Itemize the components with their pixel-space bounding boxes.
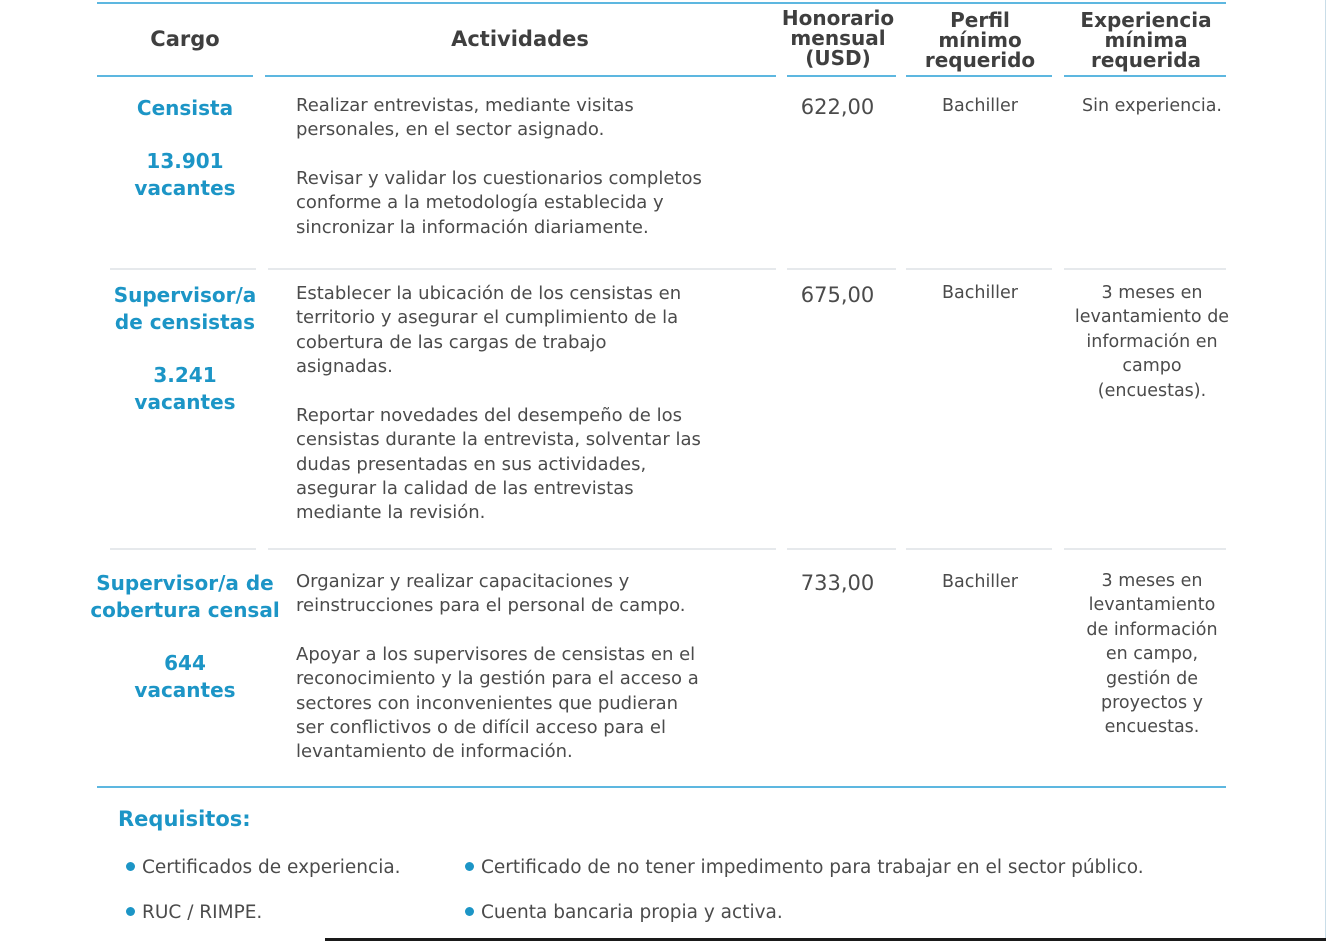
row-3-activity-2 bbox=[296, 643, 766, 764]
header-honorario-line3: (USD) bbox=[805, 46, 871, 70]
bullet-icon bbox=[126, 862, 135, 871]
row-2-perfil: Bachiller bbox=[942, 283, 1018, 303]
row-2-honorario: 675,00 bbox=[800, 283, 875, 307]
requisito-text: Cuenta bancaria propia y activa. bbox=[481, 902, 783, 923]
bullet-icon bbox=[465, 862, 474, 871]
row-1-activity-2 bbox=[296, 167, 766, 240]
header-experiencia-line3: requerida bbox=[1090, 48, 1202, 72]
row-2-cargo-line1: Supervisor/a bbox=[113, 283, 257, 307]
row-3-cargo-line1: Supervisor/a de bbox=[96, 571, 274, 595]
header-perfil-line1: Perfil bbox=[950, 8, 1010, 32]
row-separator bbox=[268, 268, 776, 270]
activity-line: asegurar la calidad de las entrevistas bbox=[296, 477, 634, 499]
row-1-cargo-line1: Censista bbox=[136, 96, 234, 120]
activity-line: levantamiento de información. bbox=[296, 741, 573, 763]
row-3-cargo-line2: cobertura censal bbox=[90, 598, 280, 622]
header-rule bbox=[97, 75, 253, 77]
header-rule bbox=[906, 75, 1052, 77]
activity-line: cobertura de las cargas de trabajo bbox=[296, 331, 607, 353]
activity-line: Organizar y realizar capacitaciones y bbox=[296, 571, 630, 592]
row-3-activity-1 bbox=[296, 570, 766, 619]
activity-line: Realizar entrevistas, mediante visitas bbox=[296, 95, 634, 116]
activity-line: territorio y asegurar el cumplimiento de la bbox=[296, 307, 679, 329]
activity-line: mediante la revisión. bbox=[296, 502, 486, 524]
requisito-item bbox=[126, 902, 262, 923]
row-separator bbox=[110, 548, 256, 550]
row-separator bbox=[1064, 548, 1226, 550]
header-perfil bbox=[910, 10, 1050, 70]
row-2-cargo-line2: de censistas bbox=[114, 310, 256, 334]
header-honorario-line1: Honorario bbox=[781, 6, 895, 30]
experience-line: encuestas. bbox=[1104, 717, 1200, 738]
header-experiencia-line2: mínima bbox=[1104, 28, 1188, 52]
row-2-activity-1 bbox=[296, 282, 766, 379]
row-2-activity-2 bbox=[296, 404, 766, 525]
requisito-text: Certificados de experiencia. bbox=[142, 857, 401, 878]
requisito-item bbox=[465, 902, 783, 923]
header-actividades: Actividades bbox=[451, 27, 589, 51]
row-2-cargo bbox=[95, 282, 275, 336]
header-rule bbox=[1064, 75, 1226, 77]
experience-line: (encuestas). bbox=[1097, 380, 1207, 401]
header-rule bbox=[787, 75, 896, 77]
header-cargo: Cargo bbox=[150, 27, 220, 51]
header-honorario bbox=[768, 8, 908, 68]
header-perfil-line2: mínimo bbox=[938, 28, 1022, 52]
requisito-item bbox=[126, 857, 401, 878]
activity-line: Establecer la ubicación de los censistas en bbox=[296, 283, 682, 304]
header-perfil-line3: requerido bbox=[924, 48, 1036, 72]
row-separator bbox=[110, 268, 256, 270]
bullet-icon bbox=[465, 907, 474, 916]
header-experiencia bbox=[1060, 10, 1232, 70]
activity-line: sectores con inconvenientes que pudieran bbox=[296, 692, 679, 714]
requisito-text: RUC / RIMPE. bbox=[142, 902, 263, 923]
row-1-experiencia bbox=[1066, 94, 1238, 118]
experience-line: campo bbox=[1122, 356, 1182, 377]
requisito-text: Certificado de no tener impedimento para trabajar en el sector público. bbox=[481, 857, 1144, 878]
row-3-perfil: Bachiller bbox=[942, 572, 1018, 592]
header-experiencia-line1: Experiencia bbox=[1080, 8, 1212, 32]
experience-line: proyectos y bbox=[1101, 693, 1203, 714]
experience-line: en campo, bbox=[1105, 644, 1199, 665]
activity-line: ser conflictivos o de difícil acceso para el bbox=[296, 716, 666, 738]
row-3-experiencia bbox=[1066, 569, 1238, 740]
row-2-vacantes bbox=[95, 362, 275, 416]
row-1-honorario: 622,00 bbox=[800, 95, 875, 119]
activity-line: conforme a la metodología establecida y bbox=[296, 192, 664, 214]
activity-line: Reportar novedades del desempeño de los bbox=[296, 405, 682, 426]
experience-line: levantamiento de bbox=[1074, 307, 1230, 328]
bullet-icon bbox=[126, 907, 135, 916]
row-2-vacantes-count: 3.241 bbox=[153, 363, 217, 387]
row-3-honorario: 733,00 bbox=[800, 571, 875, 595]
requisito-item bbox=[465, 857, 1144, 878]
experience-line: 3 meses en bbox=[1101, 283, 1203, 303]
row-separator bbox=[906, 268, 1052, 270]
header-rule bbox=[265, 75, 776, 77]
row-3-vacantes bbox=[95, 650, 275, 704]
row-1-activity-1 bbox=[296, 94, 766, 143]
row-3-cargo bbox=[80, 570, 290, 624]
row-separator bbox=[268, 548, 776, 550]
activity-line: Apoyar a los supervisores de censistas en el bbox=[296, 644, 696, 665]
activity-line: sincronizar la información diariamente. bbox=[296, 216, 649, 238]
experience-line: levantamiento bbox=[1088, 595, 1216, 616]
activity-line: asignadas. bbox=[296, 355, 393, 377]
row-1-vacantes-count: 13.901 bbox=[146, 149, 224, 173]
row-1-vacantes-label: vacantes bbox=[134, 176, 236, 200]
row-1-cargo bbox=[95, 95, 275, 122]
experience-line: gestión de bbox=[1106, 668, 1198, 689]
row-2-experiencia bbox=[1066, 281, 1238, 403]
row-1-vacantes bbox=[95, 148, 275, 202]
requisitos-title: Requisitos: bbox=[118, 807, 251, 831]
row-separator bbox=[787, 548, 896, 550]
experience-line: 3 meses en bbox=[1101, 571, 1203, 591]
row-3-vacantes-count: 644 bbox=[164, 651, 206, 675]
activity-line: Revisar y validar los cuestionarios completos bbox=[296, 168, 702, 189]
row-1-perfil: Bachiller bbox=[942, 96, 1018, 116]
experience-line: de información bbox=[1086, 619, 1218, 640]
row-separator bbox=[1064, 268, 1226, 270]
activity-line: reinstrucciones para el personal de campo. bbox=[296, 595, 686, 617]
header-honorario-line2: mensual bbox=[790, 26, 886, 50]
top-rule bbox=[97, 2, 1226, 4]
activity-line: personales, en el sector asignado. bbox=[296, 119, 605, 141]
row-3-vacantes-label: vacantes bbox=[134, 678, 236, 702]
row-separator bbox=[906, 548, 1052, 550]
experience-line: Sin experiencia. bbox=[1082, 96, 1222, 116]
experience-line: información en bbox=[1086, 331, 1218, 352]
activity-line: dudas presentadas en sus actividades, bbox=[296, 453, 647, 475]
activity-line: reconocimiento y la gestión para el acceso a bbox=[296, 668, 699, 690]
row-2-vacantes-label: vacantes bbox=[134, 390, 236, 414]
activity-line: censistas durante la entrevista, solventar las bbox=[296, 429, 701, 451]
table-bottom-rule bbox=[97, 786, 1226, 788]
row-separator bbox=[787, 268, 896, 270]
